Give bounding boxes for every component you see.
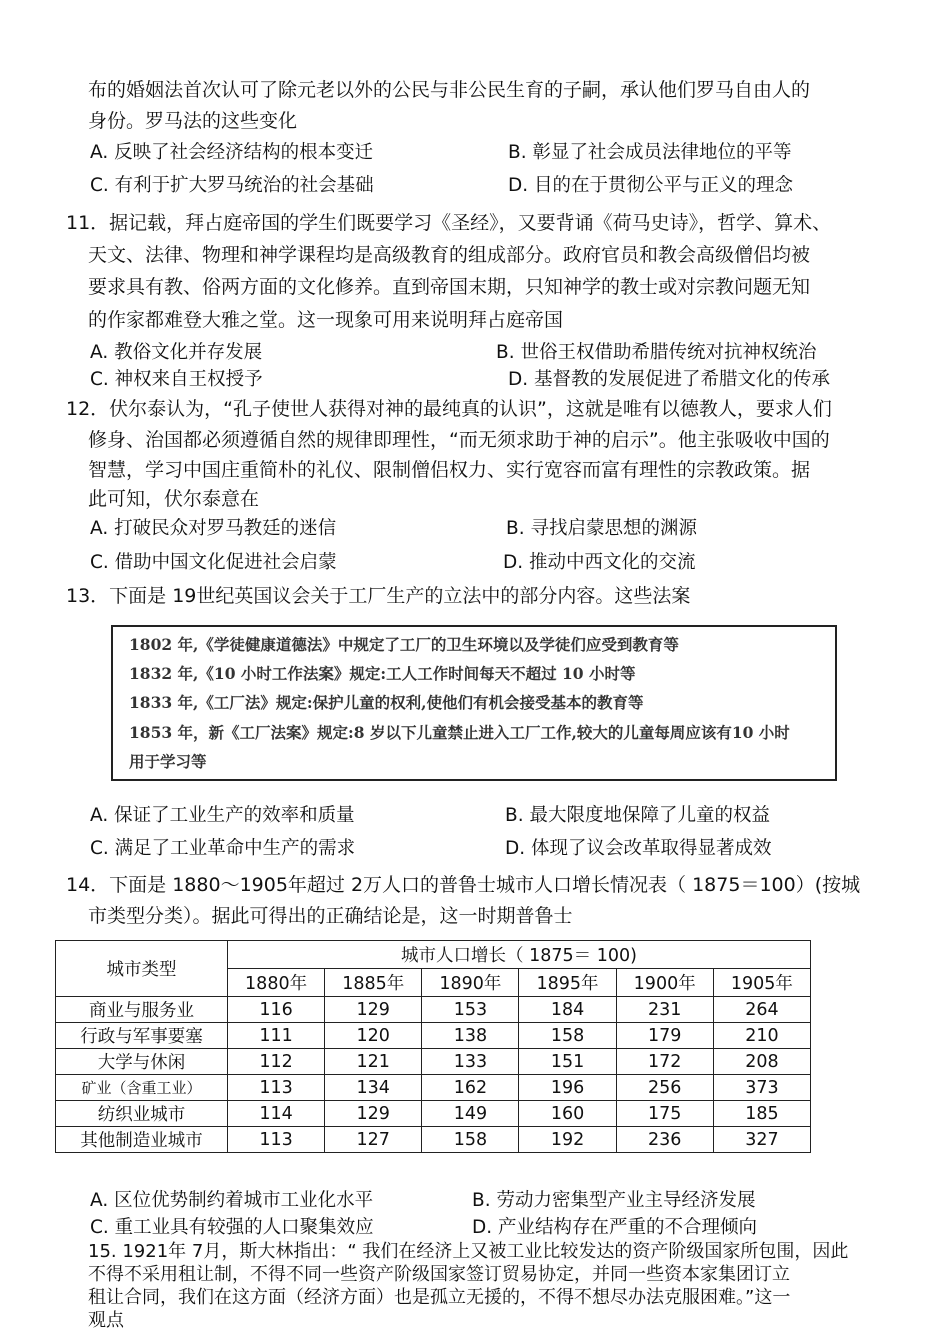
table-row [56,1127,811,1153]
law-line: 1833 年,《工厂法》规定:保护儿童的权利,使他们有机会接受基本的教育等 [129,693,644,712]
year-header: 1880年 [228,969,325,997]
q11-stem-line: 天文、法律、物理和神学课程均是高级教育的组成部分。政府官员和教会高级僧侣均被 [88,244,811,266]
year-header: 1895年 [519,969,616,997]
q12-option-a: A. 打破民众对罗马教廷的迷信 [90,518,337,539]
value-cell: 184 [519,997,616,1023]
value-cell: 231 [616,997,713,1023]
city-type-cell: 其他制造业城市 [56,1127,228,1153]
value-cell: 114 [228,1101,325,1127]
q12-stem-line: 智慧，学习中国庄重简朴的礼仪、限制僧侣权力、实行宽容而富有理性的宗教政策。据 [88,459,811,481]
value-cell: 153 [422,997,519,1023]
value-cell: 162 [422,1075,519,1101]
value-cell: 113 [228,1127,325,1153]
city-type-cell: 大学与休闲 [56,1049,228,1075]
q13-option-c: C. 满足了工业革命中生产的需求 [90,838,356,859]
value-cell: 175 [616,1101,713,1127]
q10-option-d: D. 目的在于贯彻公平与正义的理念 [508,175,794,196]
value-cell: 264 [713,997,810,1023]
year-header: 1890年 [422,969,519,997]
q12-option-d: D. 推动中西文化的交流 [503,552,696,573]
value-cell: 112 [228,1049,325,1075]
q13-option-a: A. 保证了工业生产的效率和质量 [90,805,355,826]
value-cell: 138 [422,1023,519,1049]
value-cell: 160 [519,1101,616,1127]
law-line: 1853 年，新《工厂法案》规定:8 岁以下儿童禁止进入工厂工作,较大的儿童每周应该有10 小时 [129,723,790,742]
value-cell: 179 [616,1023,713,1049]
value-cell: 133 [422,1049,519,1075]
value-cell: 192 [519,1127,616,1153]
value-cell: 158 [422,1127,519,1153]
q11-stem-line: 的作家都难登大雅之堂。这一现象可用来说明拜占庭帝国 [88,309,564,331]
value-cell: 196 [519,1075,616,1101]
law-line: 1832 年,《10 小时工作法案》规定:工人工作时间每天不超过 10 小时等 [129,664,636,683]
law-line: 1802 年,《学徒健康道德法》中规定了工厂的卫生环境以及学徒们应受到教育等 [129,635,679,654]
year-header: 1900年 [616,969,713,997]
value-cell: 134 [325,1075,422,1101]
q15-stem-line: 租让合同，我们在这方面（经济方面）也是孤立无援的，不得不想尽办法克服困难。”这一 [88,1287,791,1308]
value-cell: 129 [325,1101,422,1127]
q11-stem-line: 11．据记载，拜占庭帝国的学生们既要学习《圣经》，又要背诵《荷马史诗》，哲学、算术、 [66,212,832,234]
year-header: 1905年 [713,969,810,997]
value-cell: 120 [325,1023,422,1049]
table-row [56,1101,811,1127]
q12-option-c: C. 借助中国文化促进社会启蒙 [90,552,337,573]
q10-option-b: B. 彰显了社会成员法律地位的平等 [508,142,792,163]
q14-option-d: D. 产业结构存在严重的不合理倾向 [472,1217,758,1238]
table-row [56,997,811,1023]
q11-stem-line: 要求具有教、俗两方面的文化修养。直到帝国末期，只知神学的教士或对宗教问题无知 [88,276,811,298]
value-cell: 256 [616,1075,713,1101]
population-table [55,940,811,1153]
value-cell: 208 [713,1049,810,1075]
q13-law-box [111,625,837,781]
q12-stem-line: 此可知，伏尔泰意在 [88,488,260,510]
value-cell: 116 [228,997,325,1023]
q13-option-d: D. 体现了议会改革取得显著成效 [505,838,772,859]
table-row [56,1049,811,1075]
value-cell: 121 [325,1049,422,1075]
q15-stem-line: 15. 1921年 7月，斯大林指出：“ 我们在经济上又被工业比较发达的资产阶级国家所包围，因此 [88,1241,849,1262]
value-cell: 127 [325,1127,422,1153]
city-type-cell: 行政与军事要塞 [56,1023,228,1049]
city-type-header: 城市类型 [56,941,228,997]
q14-option-b: B. 劳动力密集型产业主导经济发展 [472,1190,756,1211]
q11-option-a: A. 教俗文化并存发展 [90,342,263,363]
q14-stem-line: 市类型分类）。据此可得出的正确结论是，这一时期普鲁士 [88,905,573,927]
q10-text-line: 布的婚姻法首次认可了除元老以外的公民与非公民生育的子嗣，承认他们罗马自由人的 [88,79,811,101]
value-cell: 327 [713,1127,810,1153]
value-cell: 151 [519,1049,616,1075]
q14-option-a: A. 区位优势制约着城市工业化水平 [90,1190,374,1211]
city-type-cell: 矿业（含重工业） [56,1075,228,1101]
q12-stem-line: 修身、治国都必须遵循自然的规律即理性，“而无须求助于神的启示”。他主张吸收中国的 [88,429,830,451]
value-cell: 210 [713,1023,810,1049]
value-cell: 236 [616,1127,713,1153]
law-line: 用于学习等 [129,752,207,771]
city-type-cell: 商业与服务业 [56,997,228,1023]
q12-option-b: B. 寻找启蒙思想的渊源 [506,518,697,539]
q13-option-b: B. 最大限度地保障了儿童的权益 [505,805,770,826]
q15-stem-line: 观点 [88,1310,124,1331]
q11-option-b: B. 世俗王权借助希腊传统对抗神权统治 [496,342,817,363]
value-cell: 158 [519,1023,616,1049]
value-cell: 129 [325,997,422,1023]
year-header: 1885年 [325,969,422,997]
value-cell: 172 [616,1049,713,1075]
value-cell: 149 [422,1101,519,1127]
q10-text-line: 身份。罗马法的这些变化 [88,110,298,132]
growth-header: 城市人口增长（ 1875＝ 100) [228,941,811,969]
value-cell: 373 [713,1075,810,1101]
q12-stem-line: 12．伏尔泰认为，“孔子使世人获得对神的最纯真的认识”，这就是唯有以德教人，要求人们 [66,398,832,420]
value-cell: 113 [228,1075,325,1101]
q13-stem: 13．下面是 19世纪英国议会关于工厂生产的立法中的部分内容。这些法案 [66,585,691,607]
q10-option-c: C. 有利于扩大罗马统治的社会基础 [90,175,374,196]
q11-option-c: C. 神权来自王权授予 [90,369,263,390]
q15-stem-line: 不得不采用租让制，不得不同一些资产阶级国家签订贸易协定，并同一些资本家集团订立 [88,1264,790,1285]
q10-option-a: A. 反映了社会经济结构的根本变迁 [90,142,374,163]
q11-option-d: D. 基督教的发展促进了希腊文化的传承 [508,369,831,390]
value-cell: 111 [228,1023,325,1049]
value-cell: 185 [713,1101,810,1127]
table-row [56,1023,811,1049]
q14-stem-line: 14．下面是 1880～1905年超过 2万人口的普鲁士城市人口增长情况表（ 1875＝100）(按城 [66,874,861,896]
city-type-cell: 纺织业城市 [56,1101,228,1127]
table-row [56,1075,811,1101]
q14-option-c: C. 重工业具有较强的人口聚集效应 [90,1217,374,1238]
